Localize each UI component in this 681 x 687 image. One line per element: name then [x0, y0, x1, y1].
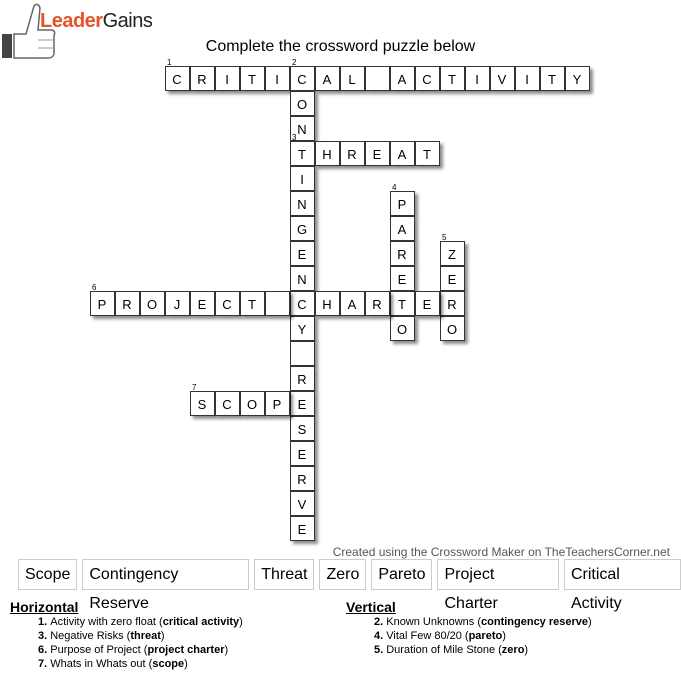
crossword-cell[interactable] — [390, 241, 415, 266]
cell-letter: V — [297, 497, 308, 512]
clue-number: 4 — [392, 183, 397, 192]
cell-letter: I — [475, 72, 480, 87]
clue-number: 5 — [442, 233, 447, 242]
cell-letter: R — [372, 297, 383, 312]
crossword-cell[interactable] — [240, 66, 265, 91]
crossword-cell[interactable] — [290, 191, 315, 216]
cell-letter: I — [225, 72, 230, 87]
cell-letter: T — [423, 147, 432, 162]
crossword-cell[interactable] — [290, 291, 315, 316]
horizontal-clues — [10, 600, 243, 671]
cell-letter: J — [173, 297, 182, 312]
clue-item: 2. Known Unknowns (contingency reserve) — [374, 616, 592, 628]
crossword-cell[interactable] — [290, 391, 315, 416]
cell-letter: T — [298, 147, 307, 162]
cell-letter: T — [248, 297, 257, 312]
crossword-cell[interactable] — [290, 441, 315, 466]
crossword-cell[interactable] — [340, 291, 365, 316]
crossword-cell[interactable] — [240, 291, 265, 316]
horizontal-heading: Horizontal — [10, 599, 79, 615]
cell-letter: A — [322, 72, 333, 87]
crossword-cell[interactable] — [290, 216, 315, 241]
word-bank-item: Project Charter — [437, 559, 558, 590]
word-bank-item: Scope — [18, 559, 77, 590]
cell-letter: H — [322, 147, 333, 162]
logo-text-leader: Leader — [40, 10, 103, 32]
cell-letter: E — [447, 272, 458, 287]
crossword-cell[interactable] — [440, 233, 465, 266]
crossword-cell[interactable] — [390, 216, 415, 241]
clue-number: 1 — [167, 58, 172, 67]
cell-letter: L — [348, 72, 357, 87]
cell-letter: S — [197, 397, 208, 412]
cell-letter: N — [297, 122, 308, 137]
clue-item: 7. Whats in Whats out (scope) — [38, 658, 188, 670]
crossword-cell[interactable] — [215, 291, 240, 316]
vertical-clues — [346, 600, 592, 657]
cell-letter: O — [246, 397, 259, 412]
clue-item: 3. Negative Risks (threat) — [38, 630, 165, 642]
crossword-cell[interactable] — [390, 141, 415, 166]
crossword-cell[interactable] — [215, 391, 240, 416]
word-bank-item: Zero — [319, 559, 366, 590]
crossword-cell[interactable] — [290, 241, 315, 266]
crossword-cell[interactable] — [440, 266, 465, 291]
cell-letter: C — [222, 397, 233, 412]
word-bank-item: Threat — [254, 559, 314, 590]
cell-letter: E — [397, 272, 408, 287]
crossword-cell[interactable] — [290, 58, 315, 91]
cell-letter: A — [397, 222, 408, 237]
cell-letter: C — [172, 72, 183, 87]
crossword-cell[interactable] — [290, 166, 315, 191]
cell-letter: C — [297, 72, 308, 87]
crossword-cell[interactable] — [290, 466, 315, 491]
cell-letter: R — [447, 297, 458, 312]
crossword-cell[interactable] — [290, 341, 315, 366]
crossword-cell[interactable] — [440, 316, 465, 341]
crossword-cell[interactable] — [190, 383, 215, 416]
crossword-cell[interactable] — [465, 66, 490, 91]
crossword-cell[interactable] — [190, 291, 215, 316]
crossword-cell[interactable] — [115, 291, 140, 316]
cell-letter: Z — [448, 247, 457, 262]
credit-text: Created using the Crossword Maker on TheTeachersCorner.net — [332, 545, 670, 559]
cell-letter: N — [297, 197, 308, 212]
crossword-cell[interactable] — [315, 66, 340, 91]
cell-letter: I — [525, 72, 530, 87]
clue-number: 2 — [292, 58, 297, 67]
vertical-heading: Vertical — [346, 599, 396, 615]
cell-letter: R — [297, 472, 308, 487]
cell-letter: R — [197, 72, 208, 87]
cell-letter: H — [322, 297, 333, 312]
cell-letter: A — [347, 297, 358, 312]
clue-item: 6. Purpose of Project (project charter) — [38, 644, 229, 656]
crossword-cell[interactable] — [265, 66, 290, 91]
crossword-cell[interactable] — [490, 66, 515, 91]
crossword-cell[interactable] — [390, 183, 415, 216]
cell-letter: E — [422, 297, 433, 312]
cell-letter: O — [446, 322, 459, 337]
word-bank-item: Pareto — [371, 559, 432, 590]
clue-item: 5. Duration of Mile Stone (zero) — [374, 644, 529, 656]
cell-letter: T — [398, 297, 407, 312]
cell-letter: E — [297, 397, 308, 412]
crossword-cell[interactable] — [365, 291, 390, 316]
puzzle-title: Complete the crossword puzzle below — [205, 38, 476, 55]
clue-number: 3 — [292, 133, 297, 142]
cell-letter: A — [397, 147, 408, 162]
clue-number: 7 — [192, 383, 197, 392]
crossword-cell[interactable] — [390, 291, 415, 316]
crossword-cell[interactable] — [390, 66, 415, 91]
crossword-cell[interactable] — [290, 266, 315, 291]
crossword-cell[interactable] — [190, 66, 215, 91]
cell-letter: E — [297, 522, 308, 537]
cell-letter: O — [146, 297, 159, 312]
cell-letter: C — [222, 297, 233, 312]
cell-letter: P — [272, 397, 283, 412]
clue-item: 4. Vital Few 80/20 (pareto) — [374, 630, 506, 642]
crossword-cell[interactable] — [440, 66, 465, 91]
cell-letter: E — [297, 247, 308, 262]
crossword-cell[interactable] — [140, 291, 165, 316]
crossword-cell[interactable] — [315, 291, 340, 316]
crossword-cell[interactable] — [265, 391, 290, 416]
crossword-cell[interactable] — [540, 66, 565, 91]
crossword-cell[interactable] — [290, 316, 315, 341]
crossword-cell[interactable] — [315, 141, 340, 166]
cell-letter: N — [297, 272, 308, 287]
logo-text-gains: Gains — [102, 10, 153, 32]
crossword-cell[interactable] — [290, 416, 315, 441]
cell-letter: R — [297, 372, 308, 387]
cell-letter: G — [296, 222, 309, 237]
cell-letter: C — [422, 72, 433, 87]
cell-letter: E — [372, 147, 383, 162]
cell-letter: T — [248, 72, 257, 87]
cell-letter: R — [397, 247, 408, 262]
crossword-cell[interactable] — [290, 366, 315, 391]
cell-letter: Y — [297, 322, 308, 337]
crossword-cell[interactable] — [365, 141, 390, 166]
word-bank-item: Contingency Reserve — [82, 559, 249, 590]
cell-letter: T — [548, 72, 557, 87]
crossword-cell[interactable] — [265, 291, 290, 316]
cell-letter: Y — [572, 72, 583, 87]
cell-letter: R — [347, 147, 358, 162]
cell-letter: A — [397, 72, 408, 87]
cell-letter: S — [297, 422, 308, 437]
cell-letter: P — [97, 297, 108, 312]
cell-letter: R — [122, 297, 133, 312]
crossword-cell[interactable] — [290, 91, 315, 116]
clue-number: 6 — [92, 283, 97, 292]
crossword-cell[interactable] — [165, 291, 190, 316]
cell-letter: P — [397, 197, 408, 212]
cell-letter: E — [297, 447, 308, 462]
crossword-cell[interactable] — [390, 316, 415, 341]
crossword-cell[interactable] — [240, 391, 265, 416]
crossword-cell[interactable] — [565, 66, 590, 91]
crossword-cell[interactable] — [215, 66, 240, 91]
crossword-cell[interactable] — [290, 491, 315, 516]
crossword-cell[interactable] — [165, 58, 190, 91]
crossword-cell[interactable] — [365, 66, 390, 91]
crossword-cell[interactable] — [290, 133, 315, 166]
cell-letter: O — [296, 97, 309, 112]
crossword-cell[interactable] — [415, 66, 440, 91]
crossword-cell[interactable] — [415, 141, 440, 166]
cell-letter: I — [300, 172, 305, 187]
crossword-cell[interactable] — [290, 516, 315, 541]
cell-letter: E — [197, 297, 208, 312]
crossword-cell[interactable] — [440, 291, 465, 316]
crossword-cell[interactable] — [340, 66, 365, 91]
cell-letter: I — [275, 72, 280, 87]
crossword-cell[interactable] — [340, 141, 365, 166]
cell-letter: V — [497, 72, 508, 87]
cell-letter: T — [448, 72, 457, 87]
crossword-cell[interactable] — [515, 66, 540, 91]
cell-letter: O — [396, 322, 409, 337]
cell-letter: C — [297, 297, 308, 312]
crossword-cell[interactable] — [90, 283, 115, 316]
crossword-cell[interactable] — [390, 266, 415, 291]
crossword-cell[interactable] — [415, 291, 440, 316]
word-bank-item: Critical Activity — [564, 559, 681, 590]
clue-item: 1. Activity with zero float (critical activity) — [38, 616, 243, 628]
